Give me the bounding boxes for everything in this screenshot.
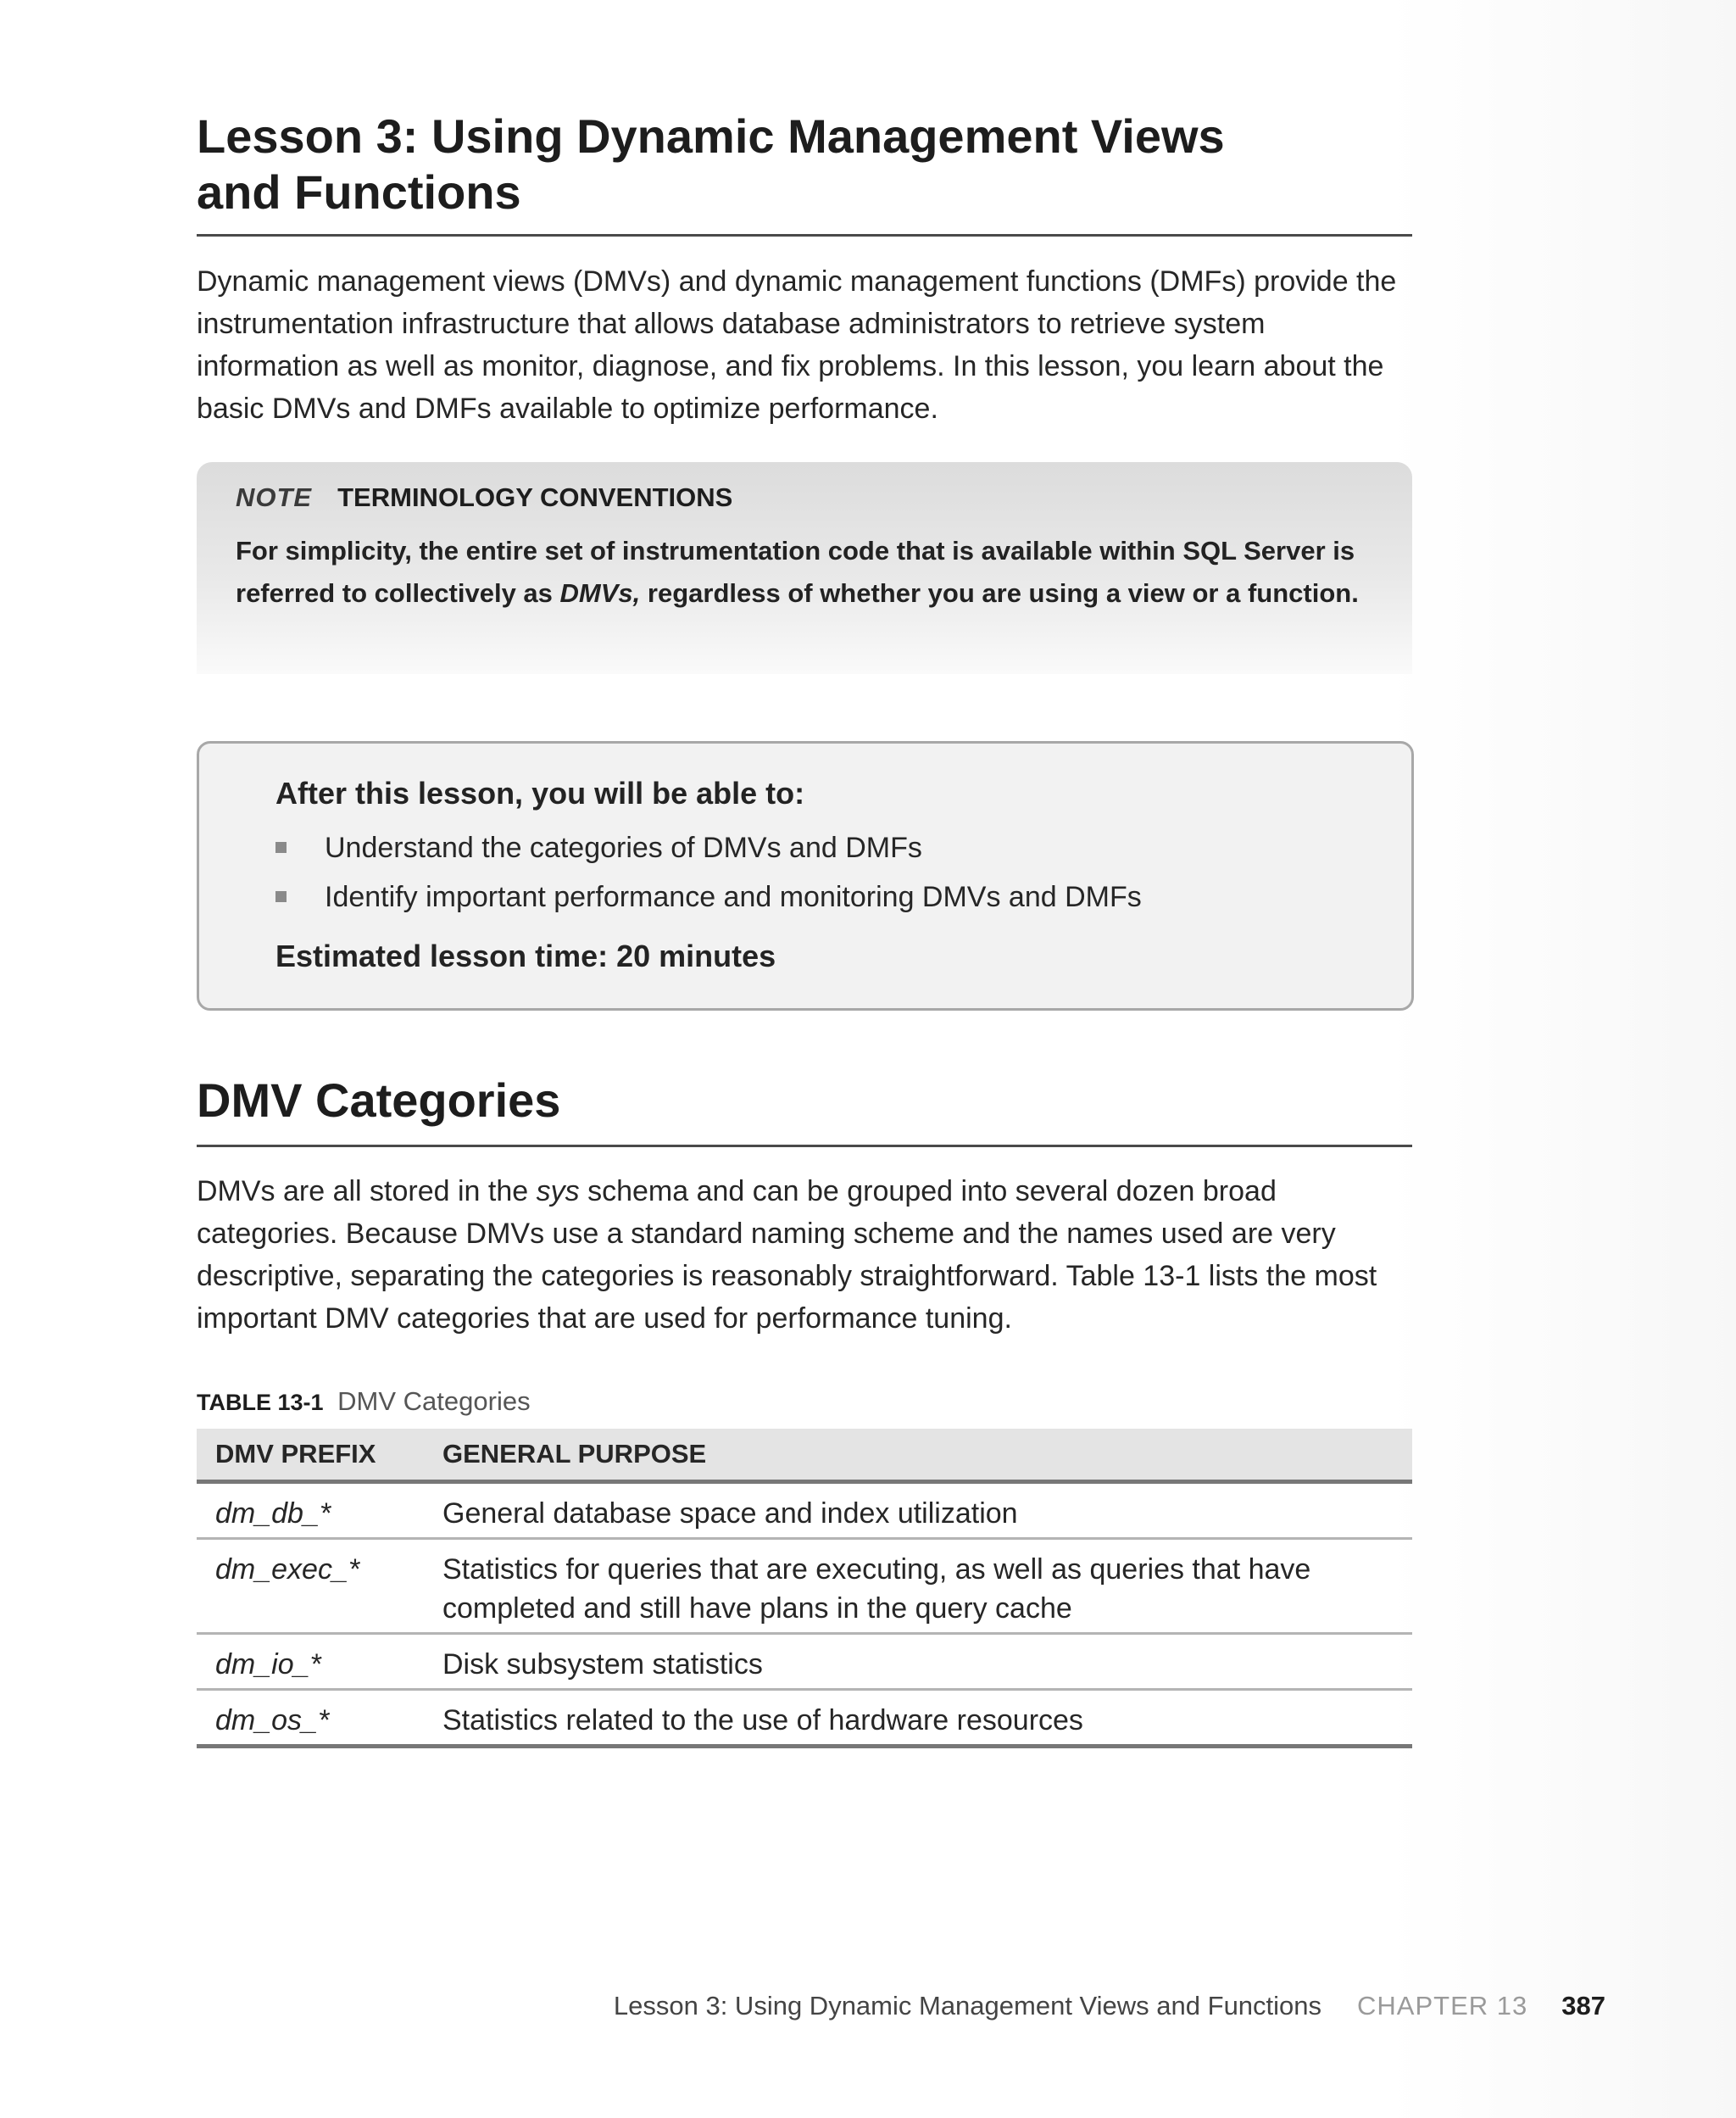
square-bullet-icon	[275, 891, 287, 902]
square-bullet-icon	[275, 842, 287, 853]
note-text	[236, 530, 1388, 615]
purpose-cell: Statistics related to the use of hardware resources	[424, 1690, 1412, 1747]
footer-running-title: Lesson 3: Using Dynamic Management Views and Functions	[613, 1991, 1322, 2020]
objective-item	[275, 872, 1142, 922]
page-footer	[614, 1987, 1605, 2025]
lesson-title: Lesson 3: Using Dynamic Management Views and Functions	[197, 109, 1225, 219]
section-text	[197, 1170, 1412, 1340]
note-emphasis: DMVs,	[559, 578, 641, 608]
estimated-time: Estimated lesson time: 20 minutes	[275, 939, 776, 973]
purpose-cell: Statistics for queries that are executing, as well as queries that have completed and still have plans in the query cache	[424, 1539, 1412, 1634]
section-rule	[197, 1145, 1412, 1147]
dmv-prefix-cell: dm_db_*	[197, 1482, 424, 1539]
table-row	[197, 1539, 1412, 1634]
column-header-prefix: DMV PREFIX	[197, 1429, 424, 1482]
objectives-list	[275, 823, 1142, 922]
table-row	[197, 1690, 1412, 1747]
page-number: 387	[1561, 1991, 1605, 2020]
dmv-prefix-cell: dm_exec_*	[197, 1539, 424, 1634]
title-rule	[197, 234, 1412, 237]
objective-item	[275, 823, 1142, 872]
table-caption-title: DMV Categories	[337, 1386, 531, 1416]
objectives-box	[197, 741, 1414, 1011]
objective-text: Identify important performance and monitoring DMVs and DMFs	[325, 881, 1142, 913]
table-caption-label: TABLE 13-1	[197, 1390, 324, 1415]
objective-text: Understand the categories of DMVs and DMFs	[325, 832, 922, 864]
purpose-cell: General database space and index utilization	[424, 1482, 1412, 1539]
objectives-heading: After this lesson, you will be able to:	[275, 776, 805, 811]
note-box	[197, 462, 1412, 674]
note-text-part: For simplicity, the entire set of instrumentation code that is available within SQL Server is referred to collectively as	[236, 536, 1355, 608]
column-header-purpose: GENERAL PURPOSE	[424, 1429, 1412, 1482]
table-caption	[197, 1380, 1412, 1424]
note-label: NOTE	[236, 482, 313, 512]
footer-chapter: CHAPTER 13	[1357, 1991, 1528, 2020]
table-row	[197, 1482, 1412, 1539]
dmv-prefix-cell: dm_io_*	[197, 1634, 424, 1690]
purpose-cell: Disk subsystem statistics	[424, 1634, 1412, 1690]
section-text-part: schema and can be grouped into several dozen broad categories. Because DMVs use a standard naming scheme and the names used are very descriptive, separating the categories is reasonably straightforward. Table 13-1 lists the most important DMV categories that are used for performance tuning.	[197, 1175, 1377, 1335]
table-header-row	[197, 1429, 1412, 1482]
table-row	[197, 1634, 1412, 1690]
note-heading-line	[236, 481, 732, 515]
section-title: DMV Categories	[197, 1073, 561, 1127]
section-emphasis: sys	[536, 1175, 580, 1207]
dmv-prefix-cell: dm_os_*	[197, 1690, 424, 1747]
lesson-intro: Dynamic management views (DMVs) and dynamic management functions (DMFs) provide the instrumentation infrastructure that allows database administrators to retrieve system information as well as monitor, diagnose, and fix problems. In this lesson, you learn about the basic DMVs and DMFs available to optimize performance.	[197, 265, 1397, 425]
dmv-categories-table	[197, 1429, 1412, 1748]
section-text-part: DMVs are all stored in the	[197, 1175, 537, 1207]
note-text-part: regardless of whether you are using a view or a function.	[640, 578, 1359, 608]
note-heading: TERMINOLOGY CONVENTIONS	[337, 482, 733, 512]
